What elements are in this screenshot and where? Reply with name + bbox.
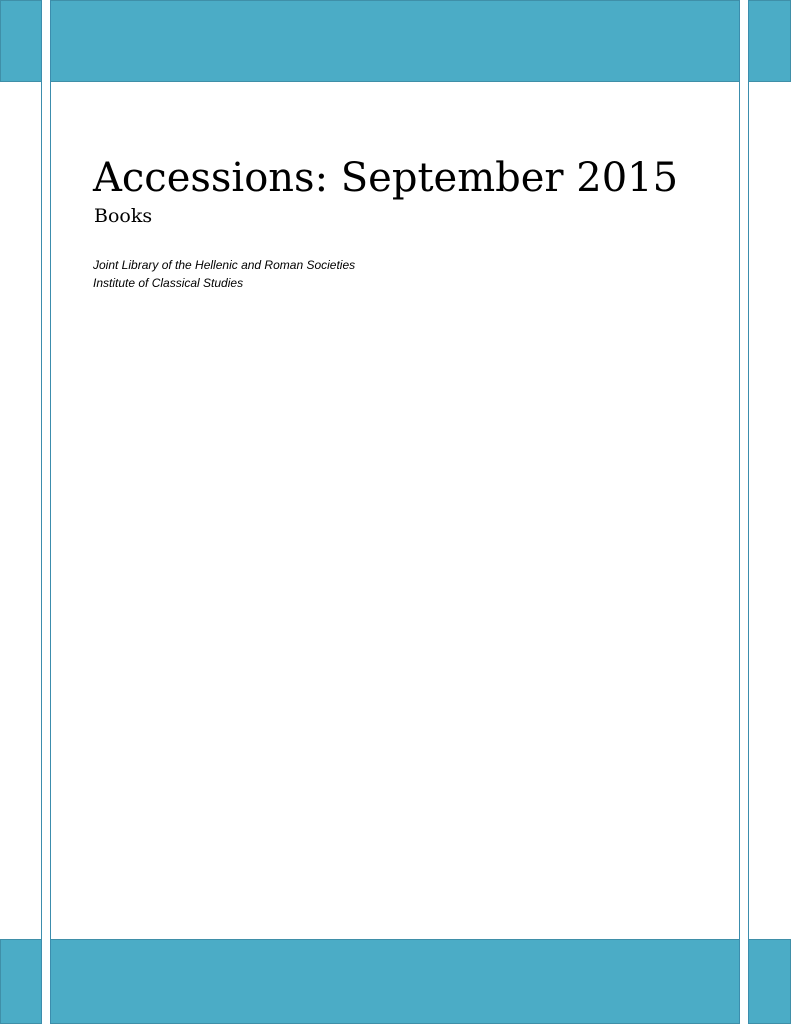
document-subtitle: Books [94, 205, 153, 227]
rule-line-right-outer [748, 0, 749, 1024]
header-band-right [748, 0, 791, 82]
footer-band-left [0, 939, 42, 1024]
document-title: Accessions: September 2015 [93, 155, 679, 201]
rule-line-right-inner [739, 0, 740, 1024]
organization-line-library: Joint Library of the Hellenic and Roman Societies [93, 258, 356, 272]
footer-band-center [50, 939, 740, 1024]
footer-band-right [748, 939, 791, 1024]
organization-line-institute: Institute of Classical Studies [93, 276, 244, 290]
header-band-center [50, 0, 740, 82]
rule-line-left-outer [41, 0, 42, 1024]
rule-line-left-inner [50, 0, 51, 1024]
header-band-left [0, 0, 42, 82]
